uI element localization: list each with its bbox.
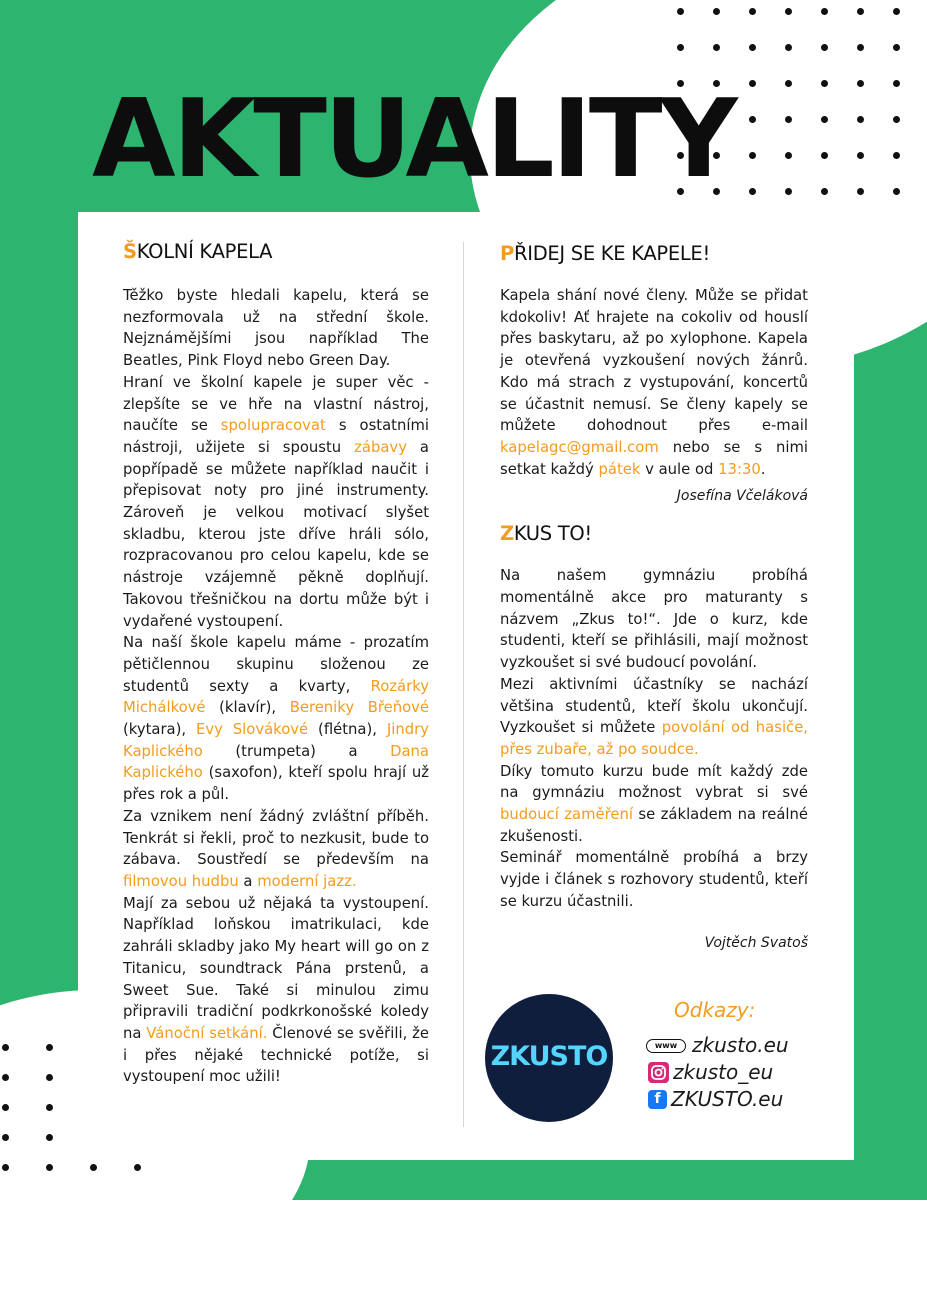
page-title: AKTUALITY	[92, 77, 735, 202]
dot	[821, 8, 828, 15]
heading-initial: P	[500, 242, 514, 265]
dot	[893, 188, 900, 195]
dot	[749, 44, 756, 51]
article-heading	[500, 242, 808, 265]
highlight: filmovou hudbu	[123, 872, 239, 890]
zkusto-logo	[485, 994, 613, 1122]
dot	[893, 116, 900, 123]
dot	[2, 1044, 9, 1051]
dot	[749, 188, 756, 195]
dot	[893, 80, 900, 87]
dot	[857, 188, 864, 195]
dot	[821, 44, 828, 51]
paragraph: Za vznikem není žádný zvláštní příběh. Tenkrát si řekli, proč to nezkusit, bude to zábava. Soustředí se především na filmovou hudbu a moderní jazz.	[123, 807, 429, 890]
highlight: 13:30	[718, 460, 761, 478]
highlight: Evy Slovákové	[196, 721, 309, 739]
heading-text: ŘIDEJ SE KE KAPELE!	[514, 242, 710, 265]
instagram-icon	[648, 1062, 669, 1083]
dot	[46, 1164, 53, 1171]
paragraph: Mezi aktivními účastníky se nachází většina studentů, kteří školu ukončují. Vyzkoušet si můžete povolání od hasiče, přes zubaře, až po soudce.	[500, 675, 809, 758]
author: Josefína Včeláková	[676, 488, 808, 505]
paragraph: Díky tomuto kurzu bude mít každý zde na gymnáziu možnost vybrat si své budoucí zaměření se základem na reálné zkušenosti.	[500, 762, 808, 845]
dot	[134, 1164, 141, 1171]
paragraph: Mají za sebou už nějaká ta vystoupení. Například loňskou imatrikulaci, kde zahráli skladby jako My heart will go on z Titanicu, soundtrack Pána prstenů, a Sweet Sue. Také si minulou zimu připravili tradiční podkrkonošské koledy na Vánoční setkání. Členové se svěřili, že i přes nějaké technické potíže, si vystoupení moc užili!	[123, 894, 429, 1086]
dot	[785, 80, 792, 87]
dot	[677, 44, 684, 51]
article-skolni-kapela	[123, 230, 429, 1088]
highlight: Rozárky Michálkové	[123, 677, 429, 717]
dot	[785, 116, 792, 123]
dot	[713, 8, 720, 15]
link-instagram[interactable]	[646, 1059, 789, 1086]
link-text[interactable]: zkusto_eu	[673, 1060, 774, 1084]
article-heading	[500, 522, 808, 545]
highlight: spolupracovat	[220, 417, 326, 435]
dot	[677, 8, 684, 15]
dot	[749, 152, 756, 159]
dot	[893, 8, 900, 15]
article-pridej-se	[500, 230, 808, 951]
paragraph: Na naší škole kapelu máme - prozatím pětičlennou skupinu složenou ze studentů sexty a kvarty, Rozárky Michálkové (klavír), Bereniky Břeňové (kytara), Evy Slovákové (flétna), Jindry Kaplického (trumpeta) a Dana Kaplického (saxofon), kteří spolu hrají už přes rok a půl.	[123, 634, 429, 804]
article-heading	[123, 240, 429, 263]
paragraph: Těžko byste hledali kapelu, která se nezformovala už na střední škole. Nejznámějšími jsou například The Beatles, Pink Floyd nebo Green Day.	[123, 287, 429, 370]
dot	[893, 152, 900, 159]
dot	[749, 80, 756, 87]
heading-initial: Š	[123, 240, 137, 263]
dot	[749, 8, 756, 15]
dot	[785, 44, 792, 51]
links-list	[646, 1032, 789, 1113]
dot	[821, 188, 828, 195]
highlight: povolání od hasiče, přes zubaře, až po soudce.	[500, 719, 809, 758]
dot	[2, 1164, 9, 1171]
paragraph: Hraní ve školní kapele je super věc - zlepšíte se ve hře na vlastní nástroj, naučíte se spolupracovat s ostatními nástroji, užijete si spoustu zábavy a popřípadě se můžete například naučit i přepisovat noty pro jiné instrumenty. Zároveň je velkou motivací slyšet skladbu, kterou jste dříve hráli sólo, rozpracovanou pro celou kapelu, kde se nástroje vzájemně pěkně doplňují. Takovou třešničkou na dortu může být i vydařené vystoupení.	[123, 373, 429, 630]
dot	[857, 8, 864, 15]
email-link[interactable]: kapelagc@gmail.com	[500, 438, 659, 456]
dot	[821, 116, 828, 123]
highlight: Bereniky Břeňové	[289, 699, 429, 717]
dot	[46, 1104, 53, 1111]
dot	[785, 8, 792, 15]
dot	[713, 44, 720, 51]
dot	[785, 188, 792, 195]
dot	[857, 44, 864, 51]
heading-text: KUS TO!	[513, 522, 592, 546]
highlight: Dana Kaplického	[123, 742, 429, 782]
dot	[2, 1104, 9, 1111]
dot	[46, 1044, 53, 1051]
heading-initial: Z	[500, 522, 514, 546]
dot	[857, 116, 864, 123]
facebook-icon: f	[648, 1090, 667, 1109]
logo-text: ZKUSTO	[490, 1041, 608, 1072]
dot	[893, 44, 900, 51]
dot	[821, 80, 828, 87]
paragraph: Na našem gymnáziu probíhá momentálně akce pro maturanty s názvem „Zkus to!“. Jde o kurz, kde studenti, kteří se přihlásili, mají možnost vyzkoušet si své budoucí povolání.	[500, 567, 808, 672]
dot	[857, 80, 864, 87]
dot	[821, 152, 828, 159]
highlight: Vánoční setkání.	[146, 1024, 268, 1042]
paragraph: Kapela shání nové členy. Může se přidat kdokoliv! Ať hrajete na cokoliv od houslí přes baskytaru, až po xylophone. Kapela je otevřená vyzkoušení nových žánrů. Kdo má strach z vystupování, koncertů se účastnit nemusí. Se členy kapely se můžete dohodnout přes e-mail kapelagc@gmail.com nebo se s nimi setkat každý pátek v aule od 13:30.	[500, 287, 808, 478]
author: Vojtěch Svatoš	[704, 934, 808, 951]
dot	[857, 152, 864, 159]
link-web[interactable]	[646, 1032, 789, 1059]
heading-text: KOLNÍ KAPELA	[136, 240, 273, 263]
highlight: pátek	[598, 460, 641, 478]
paragraph: Seminář momentálně probíhá a brzy vyjde i článek s rozhovory studentů, kteří se kurzu účastnili.	[500, 849, 808, 910]
dot	[90, 1164, 97, 1171]
highlight: zábavy	[354, 438, 407, 456]
link-text[interactable]: ZKUSTO.eu	[671, 1087, 784, 1111]
highlight: Jindry Kaplického	[123, 721, 429, 760]
dot	[749, 116, 756, 123]
column-divider	[463, 242, 464, 1127]
dot	[2, 1074, 9, 1081]
dot	[46, 1074, 53, 1081]
dot	[46, 1134, 53, 1141]
dot	[2, 1134, 9, 1141]
links-title: Odkazy:	[674, 998, 756, 1022]
link-text[interactable]: zkusto.eu	[692, 1033, 789, 1057]
web-icon: www	[646, 1039, 686, 1053]
highlight: moderní jazz.	[257, 872, 357, 890]
link-facebook[interactable]	[646, 1086, 789, 1113]
dot	[785, 152, 792, 159]
highlight: budoucí zaměření	[500, 806, 633, 824]
